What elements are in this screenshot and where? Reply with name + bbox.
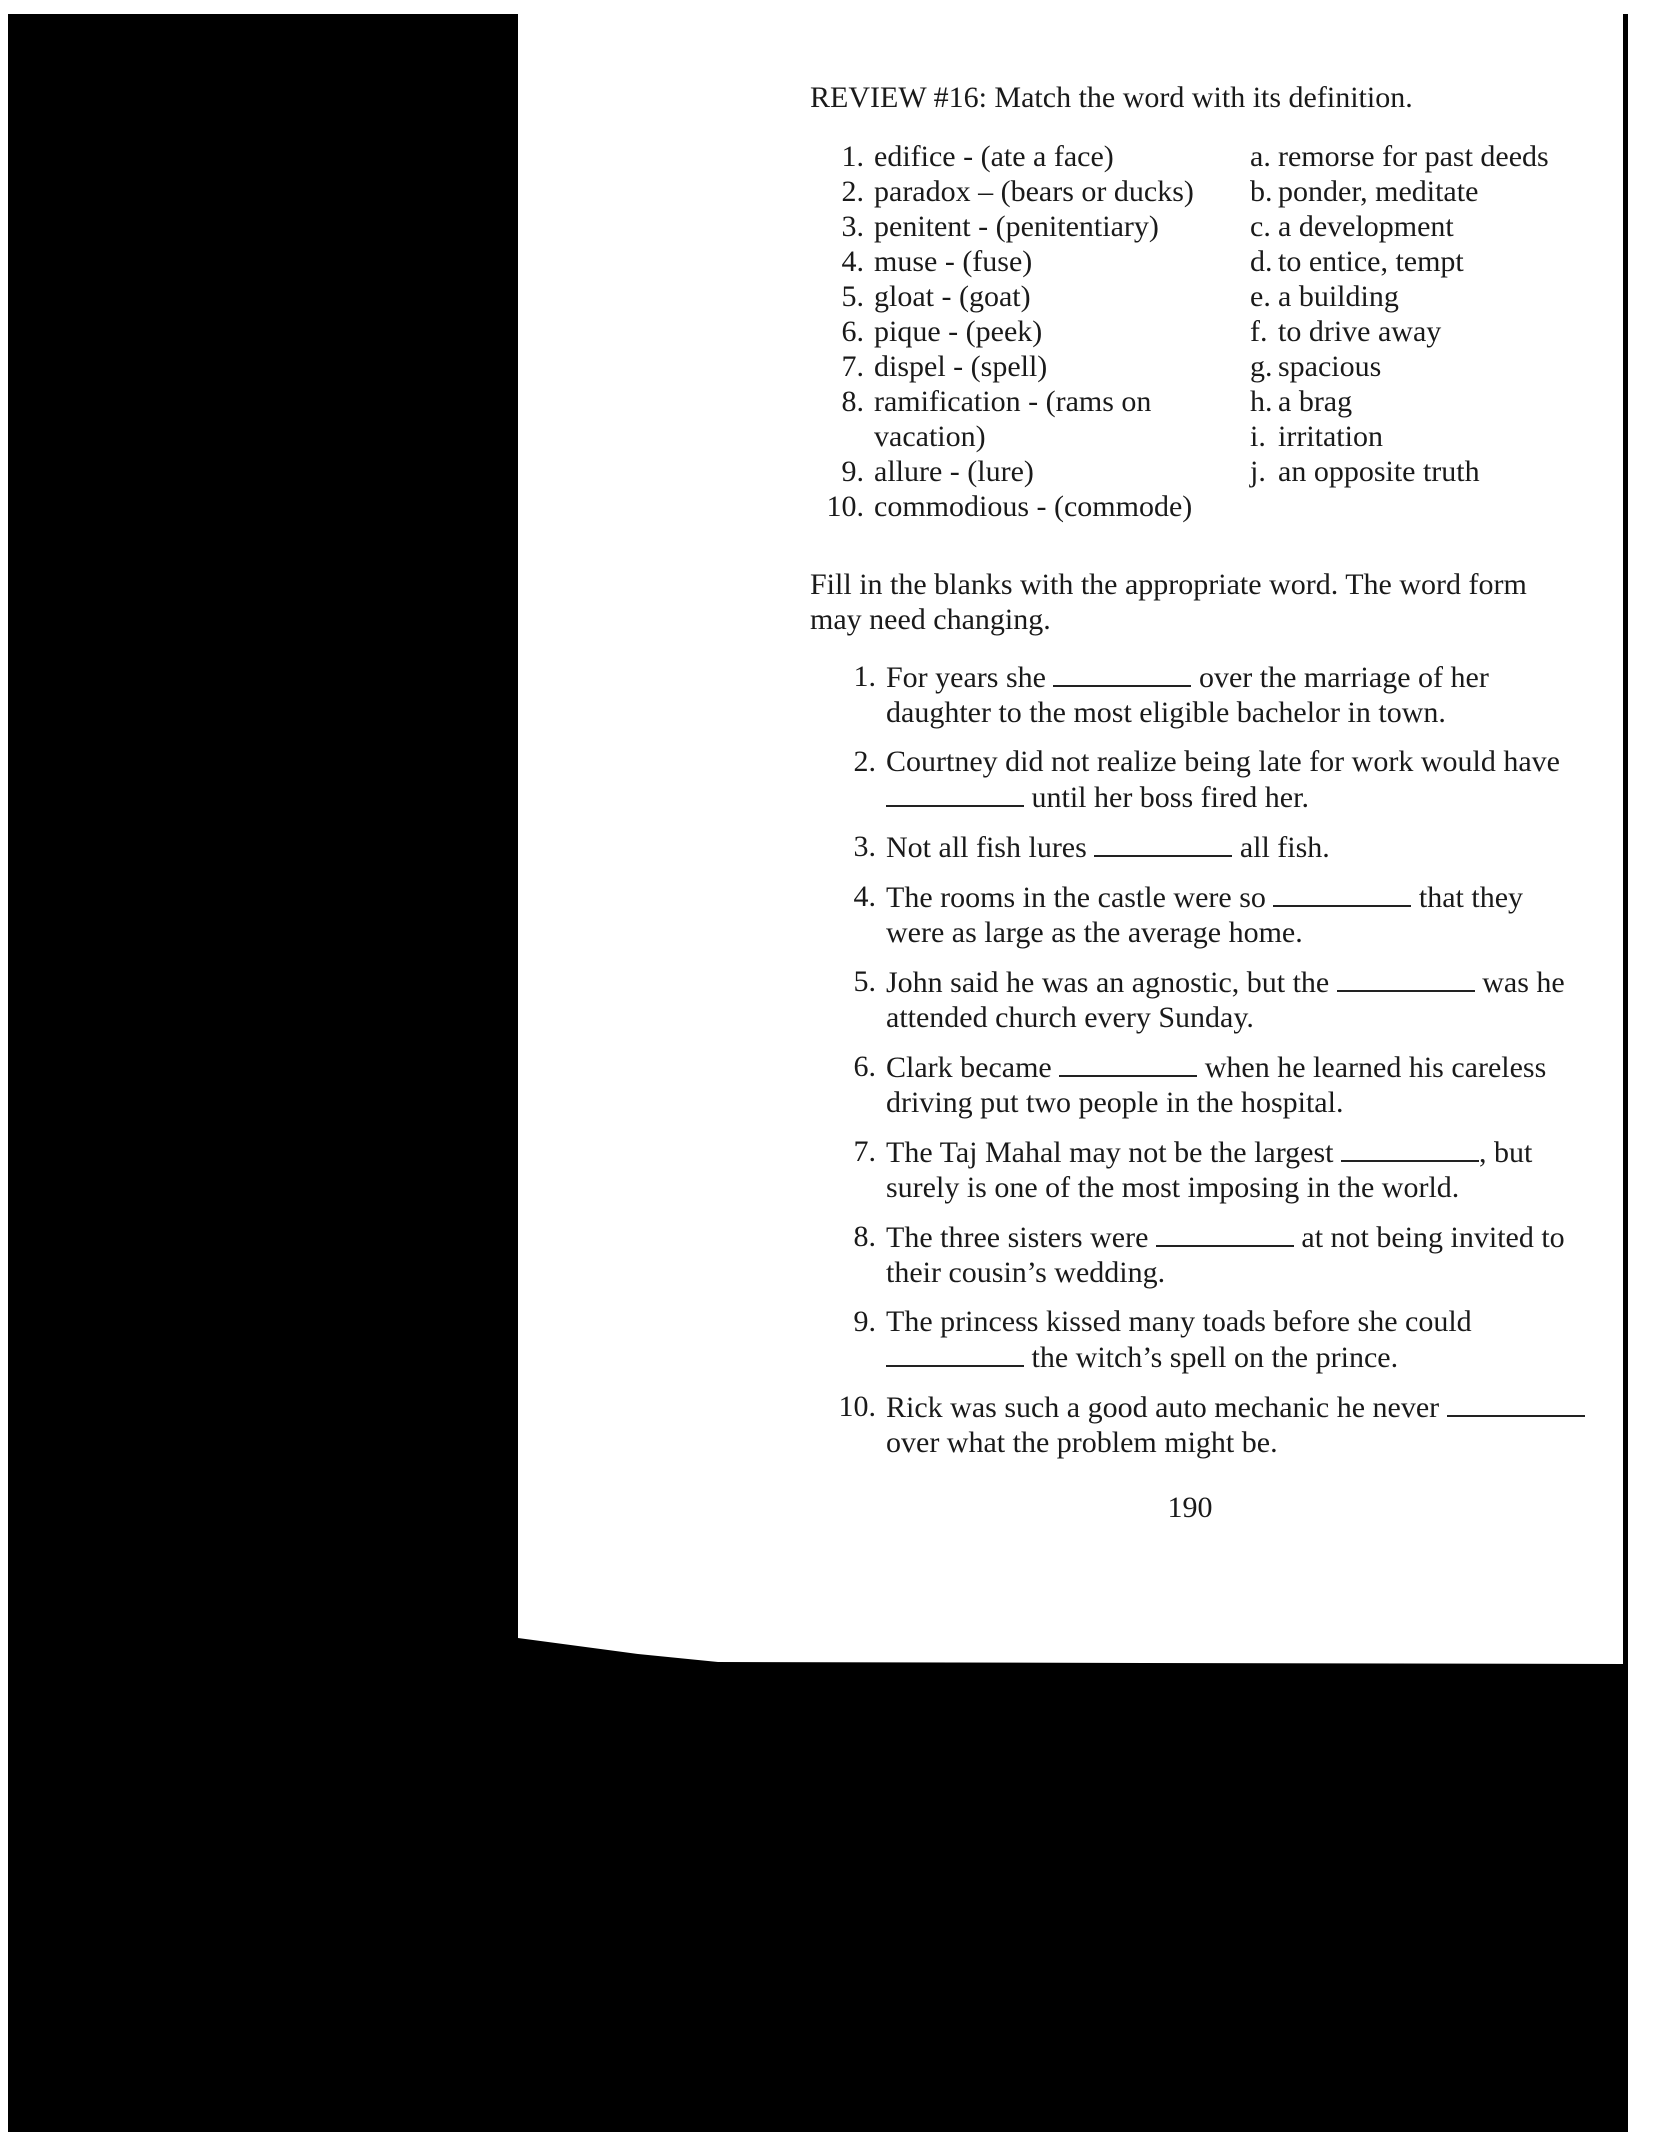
sentence-number: 3. — [853, 830, 876, 863]
worksheet — [810, 80, 1610, 1525]
page-number: 190 — [1167, 1491, 1213, 1524]
answer-blank[interactable] — [886, 1339, 1024, 1367]
sentence-before: Not all fish lures — [886, 831, 1095, 864]
sentence-number: 10. — [838, 1390, 876, 1423]
word-list — [810, 139, 1260, 524]
word-number: 2. — [841, 175, 864, 208]
answer-blank[interactable] — [886, 779, 1024, 807]
sentence-after: was he attended church every Sunday. — [886, 966, 1565, 1034]
word-text: penitent - (penitentiary) — [874, 210, 1159, 243]
word-item — [810, 244, 1260, 279]
sentence-number: 2. — [853, 745, 876, 778]
sentence-number: 7. — [853, 1135, 876, 1168]
definition-letter: b. — [1250, 175, 1273, 208]
sentence-item — [810, 879, 1610, 950]
definition-text: to drive away — [1278, 315, 1442, 348]
sentence-before: For years she — [886, 661, 1054, 694]
sentence-item — [810, 1219, 1610, 1290]
word-item — [810, 349, 1260, 384]
definition-item — [1250, 279, 1610, 314]
answer-blank[interactable] — [1094, 829, 1232, 857]
definition-text: a building — [1278, 280, 1399, 313]
definition-text: a development — [1278, 210, 1454, 243]
sentence-item — [810, 659, 1610, 730]
fill-in-list — [810, 659, 1610, 1460]
answer-blank[interactable] — [1059, 1049, 1197, 1077]
definition-text: an opposite truth — [1278, 455, 1480, 488]
sentence-before: Courtney did not realize being late for work would have — [886, 745, 1560, 778]
word-text: gloat - (goat) — [874, 280, 1031, 313]
sentence-after: over the marriage of her daughter to the most eligible bachelor in town. — [886, 661, 1489, 729]
word-number: 6. — [841, 315, 864, 348]
definition-text: to entice, tempt — [1278, 245, 1464, 278]
word-number: 4. — [841, 245, 864, 278]
answer-blank[interactable] — [1341, 1134, 1479, 1162]
definition-text: a brag — [1278, 385, 1353, 418]
sentence-number: 9. — [853, 1305, 876, 1338]
definition-letter: d. — [1250, 245, 1273, 278]
definition-item — [1250, 384, 1610, 419]
definition-letter: h. — [1250, 385, 1273, 418]
word-item — [810, 139, 1260, 174]
word-text: commodious - (commode) — [874, 490, 1193, 523]
word-text: dispel - (spell) — [874, 350, 1048, 383]
definition-text: spacious — [1278, 350, 1382, 383]
sentence-item — [810, 964, 1610, 1035]
answer-blank[interactable] — [1337, 964, 1475, 992]
sentence-before: The Taj Mahal may not be the largest — [886, 1136, 1341, 1169]
answer-blank[interactable] — [1053, 659, 1191, 687]
word-item — [810, 279, 1260, 314]
sentence-item — [810, 1304, 1610, 1375]
sentence-before: John said he was an agnostic, but the — [886, 966, 1337, 999]
sentence-after: the witch’s spell on the prince. — [1024, 1341, 1399, 1374]
definition-item — [1250, 349, 1610, 384]
sentence-before: The three sisters were — [886, 1221, 1156, 1254]
definition-item — [1250, 244, 1610, 279]
definition-item — [1250, 454, 1610, 489]
sentence-number: 5. — [853, 965, 876, 998]
word-text: allure - (lure) — [874, 455, 1034, 488]
definition-item — [1250, 314, 1610, 349]
sentence-before: Clark became — [886, 1051, 1060, 1084]
sentence-after: when he learned his careless driving put two people in the hospital. — [886, 1051, 1547, 1119]
word-item — [810, 174, 1260, 209]
answer-blank[interactable] — [1273, 879, 1411, 907]
word-text: paradox – (bears or ducks) — [874, 175, 1194, 208]
word-number: 9. — [841, 455, 864, 488]
fill-in-instructions: Fill in the blanks with the appropriate word. The word form may need changing. — [810, 568, 1527, 636]
review-heading: REVIEW #16: Match the word with its definition. — [810, 81, 1413, 114]
sentence-after: all fish. — [1232, 831, 1330, 864]
definition-list — [1250, 139, 1610, 489]
word-number: 1. — [841, 140, 864, 173]
definition-text: ponder, meditate — [1278, 175, 1479, 208]
word-number: 3. — [841, 210, 864, 243]
definition-text: remorse for past deeds — [1278, 140, 1549, 173]
definition-letter: a. — [1250, 140, 1271, 173]
answer-blank[interactable] — [1156, 1219, 1294, 1247]
definition-text: irritation — [1278, 420, 1383, 453]
sentence-item — [810, 1049, 1610, 1120]
matching-section — [810, 139, 1610, 539]
sentence-after: at not being invited to their cousin’s wedding. — [886, 1221, 1565, 1289]
definition-letter: c. — [1250, 210, 1271, 243]
sentence-after: until her boss fired her. — [1024, 781, 1309, 814]
word-item — [810, 384, 1260, 454]
sentence-number: 8. — [853, 1220, 876, 1253]
sentence-item — [810, 1389, 1610, 1460]
sentence-before: The rooms in the castle were so — [886, 881, 1274, 914]
word-number: 7. — [841, 350, 864, 383]
sentence-after: that they were as large as the average home. — [886, 881, 1524, 949]
definition-letter: i. — [1250, 420, 1266, 453]
word-text: ramification - (rams on vacation) — [874, 385, 1152, 453]
sentence-before: The princess kissed many toads before she could — [886, 1305, 1472, 1338]
word-text: muse - (fuse) — [874, 245, 1033, 278]
definition-letter: g. — [1250, 350, 1273, 383]
definition-item — [1250, 139, 1610, 174]
word-item — [810, 209, 1260, 244]
definition-letter: j. — [1250, 455, 1266, 488]
word-item — [810, 489, 1260, 524]
sentence-number: 6. — [853, 1050, 876, 1083]
sentence-after: over what the problem might be. — [886, 1426, 1278, 1459]
sentence-item — [810, 1134, 1610, 1205]
definition-item — [1250, 209, 1610, 244]
definition-item — [1250, 419, 1610, 454]
word-number: 10. — [826, 490, 864, 523]
answer-blank[interactable] — [1447, 1389, 1585, 1417]
definition-letter: f. — [1250, 315, 1268, 348]
sentence-before: Rick was such a good auto mechanic he never — [886, 1391, 1447, 1424]
sentence-after: , but surely is one of the most imposing in the world. — [886, 1136, 1533, 1204]
sentence-number: 4. — [853, 880, 876, 913]
word-item — [810, 314, 1260, 349]
sentence-item — [810, 744, 1610, 815]
word-item — [810, 454, 1260, 489]
word-text: edifice - (ate a face) — [874, 140, 1114, 173]
sentence-number: 1. — [853, 660, 876, 693]
word-number: 5. — [841, 280, 864, 313]
word-number: 8. — [841, 385, 864, 418]
definition-item — [1250, 174, 1610, 209]
word-text: pique - (peek) — [874, 315, 1043, 348]
definition-letter: e. — [1250, 280, 1271, 313]
sentence-item — [810, 829, 1610, 865]
